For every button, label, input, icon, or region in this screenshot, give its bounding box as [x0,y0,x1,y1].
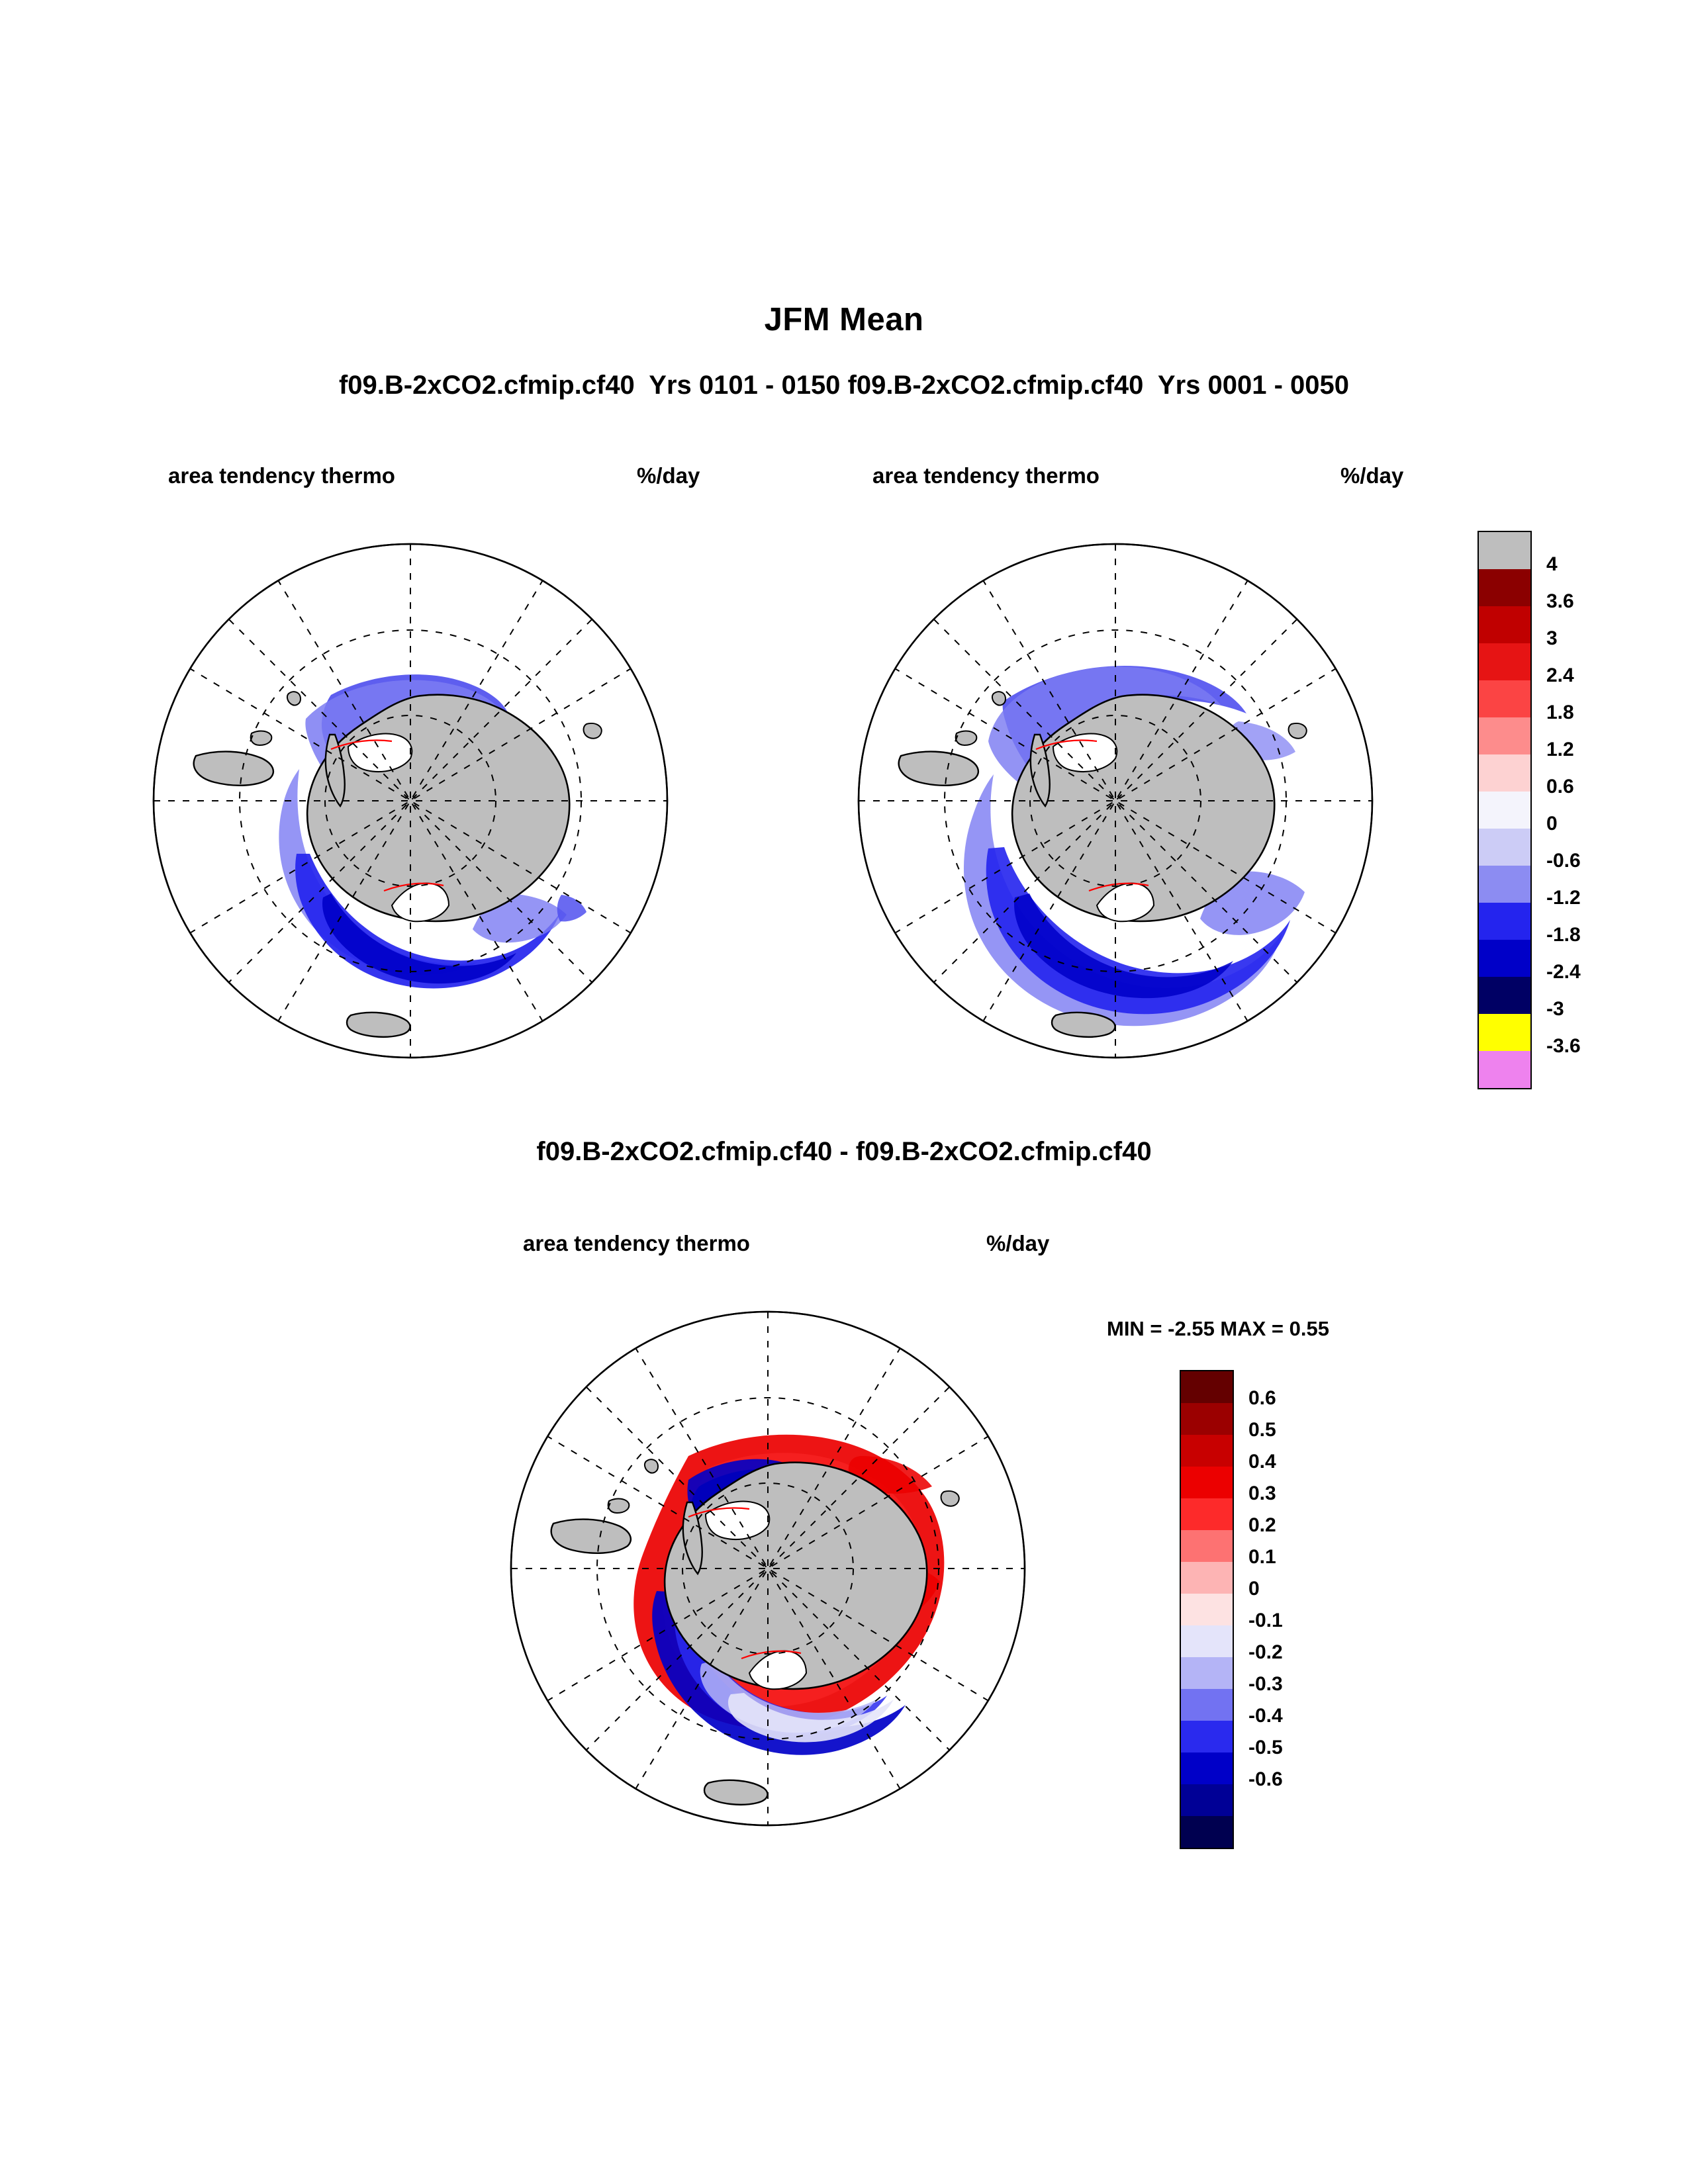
case-subtitle-left: f09.B-2xCO2.cfmip.cf40 Yrs 0101 - 0150 [338,371,841,400]
main-colorbar-swatch [1479,680,1530,717]
difference-colorbar-tick-label: -0.4 [1248,1705,1283,1727]
main-colorbar-swatch [1479,643,1530,680]
difference-colorbar-tick-label: -0.3 [1248,1673,1283,1696]
main-colorbar-swatch [1479,1051,1530,1088]
difference-colorbar-swatch [1181,1752,1233,1784]
difference-colorbar-box [1180,1370,1234,1849]
diff-panel-units-label: %/day [986,1231,1050,1255]
main-colorbar-tick-label: -3.6 [1546,1035,1581,1058]
map-panel-right [837,523,1393,1079]
difference-colorbar-tick-label: 0.5 [1248,1419,1276,1441]
case-subtitle-right: f09.B-2xCO2.cfmip.cf40 Yrs 0001 - 0050 [847,371,1350,400]
diff-panel-variable-label: area tendency thermo [523,1231,750,1255]
difference-colorbar-swatch [1181,1371,1233,1403]
main-colorbar-tick-label: -1.2 [1546,887,1581,909]
difference-colorbar-swatch [1181,1435,1233,1467]
main-colorbar-swatch [1479,977,1530,1014]
difference-colorbar-tick-label: 0.1 [1248,1546,1276,1569]
main-colorbar-tick-label: 0.6 [1546,776,1574,798]
left-panel-units-label: %/day [637,463,700,488]
main-colorbar-swatch [1479,903,1530,940]
difference-colorbar-swatch [1181,1498,1233,1530]
main-colorbar-tick-label: 4 [1546,553,1558,576]
main-colorbar-tick-label: 1.2 [1546,739,1574,761]
difference-colorbar-swatch [1181,1530,1233,1562]
case-subtitle-gap [840,371,847,400]
main-colorbar-tick-label: -2.4 [1546,961,1581,983]
main-colorbar-tick-label: 0 [1546,813,1558,835]
right-panel-units-label: %/day [1340,463,1404,488]
difference-colorbar-swatch [1181,1689,1233,1721]
difference-colorbar-tick-label: 0.6 [1248,1387,1276,1410]
main-title: JFM Mean [764,302,924,338]
difference-colorbar-swatch [1181,1562,1233,1594]
map-panel-difference [490,1291,1046,1846]
difference-colorbar-swatch [1181,1403,1233,1435]
main-colorbar-tick-label: -3 [1546,998,1564,1021]
case-subtitle [0,371,1688,400]
main-colorbar-swatch [1479,940,1530,977]
main-colorbar-swatch [1479,606,1530,643]
difference-colorbar-tick-label: -0.2 [1248,1641,1283,1664]
main-colorbar-swatch [1479,1014,1530,1051]
main-colorbar-swatch [1479,866,1530,903]
main-colorbar [1477,531,1581,1091]
difference-colorbar-tick-label: 0.2 [1248,1514,1276,1537]
difference-title: f09.B-2xCO2.cfmip.cf40 - f09.B-2xCO2.cfmip.cf40 [536,1137,1152,1166]
difference-colorbar-tick-label: 0 [1248,1578,1260,1600]
main-colorbar-tick-label: 3.6 [1546,590,1574,613]
diff-minmax-label: MIN = -2.55 MAX = 0.55 [1107,1317,1329,1340]
main-colorbar-swatch [1479,754,1530,792]
main-colorbar-swatch [1479,532,1530,569]
difference-colorbar-swatch [1181,1657,1233,1689]
difference-colorbar-tick-label: 0.4 [1248,1451,1276,1473]
difference-colorbar-tick-label: 0.3 [1248,1482,1276,1505]
main-colorbar-tick-label: -0.6 [1546,850,1581,872]
difference-colorbar [1180,1370,1283,1846]
main-colorbar-tick-label: 3 [1546,627,1558,650]
main-colorbar-tick-label: 2.4 [1546,664,1574,687]
main-colorbar-tick-label: 1.8 [1546,702,1574,724]
main-colorbar-swatch [1479,792,1530,829]
difference-colorbar-swatch [1181,1816,1233,1848]
difference-colorbar-swatch [1181,1721,1233,1752]
main-colorbar-swatch [1479,829,1530,866]
difference-colorbar-swatch [1181,1594,1233,1625]
difference-colorbar-tick-label: -0.5 [1248,1737,1283,1759]
left-panel-variable-label: area tendency thermo [168,463,395,488]
map-panel-left [132,523,688,1079]
right-panel-variable-label: area tendency thermo [872,463,1100,488]
difference-colorbar-swatch [1181,1467,1233,1498]
main-colorbar-tick-label: -1.8 [1546,924,1581,946]
main-colorbar-swatch [1479,717,1530,754]
difference-colorbar-swatch [1181,1625,1233,1657]
difference-colorbar-tick-label: -0.1 [1248,1610,1283,1632]
difference-colorbar-swatch [1181,1784,1233,1816]
main-colorbar-box [1477,531,1532,1089]
main-colorbar-swatch [1479,569,1530,606]
difference-colorbar-tick-label: -0.6 [1248,1768,1283,1791]
